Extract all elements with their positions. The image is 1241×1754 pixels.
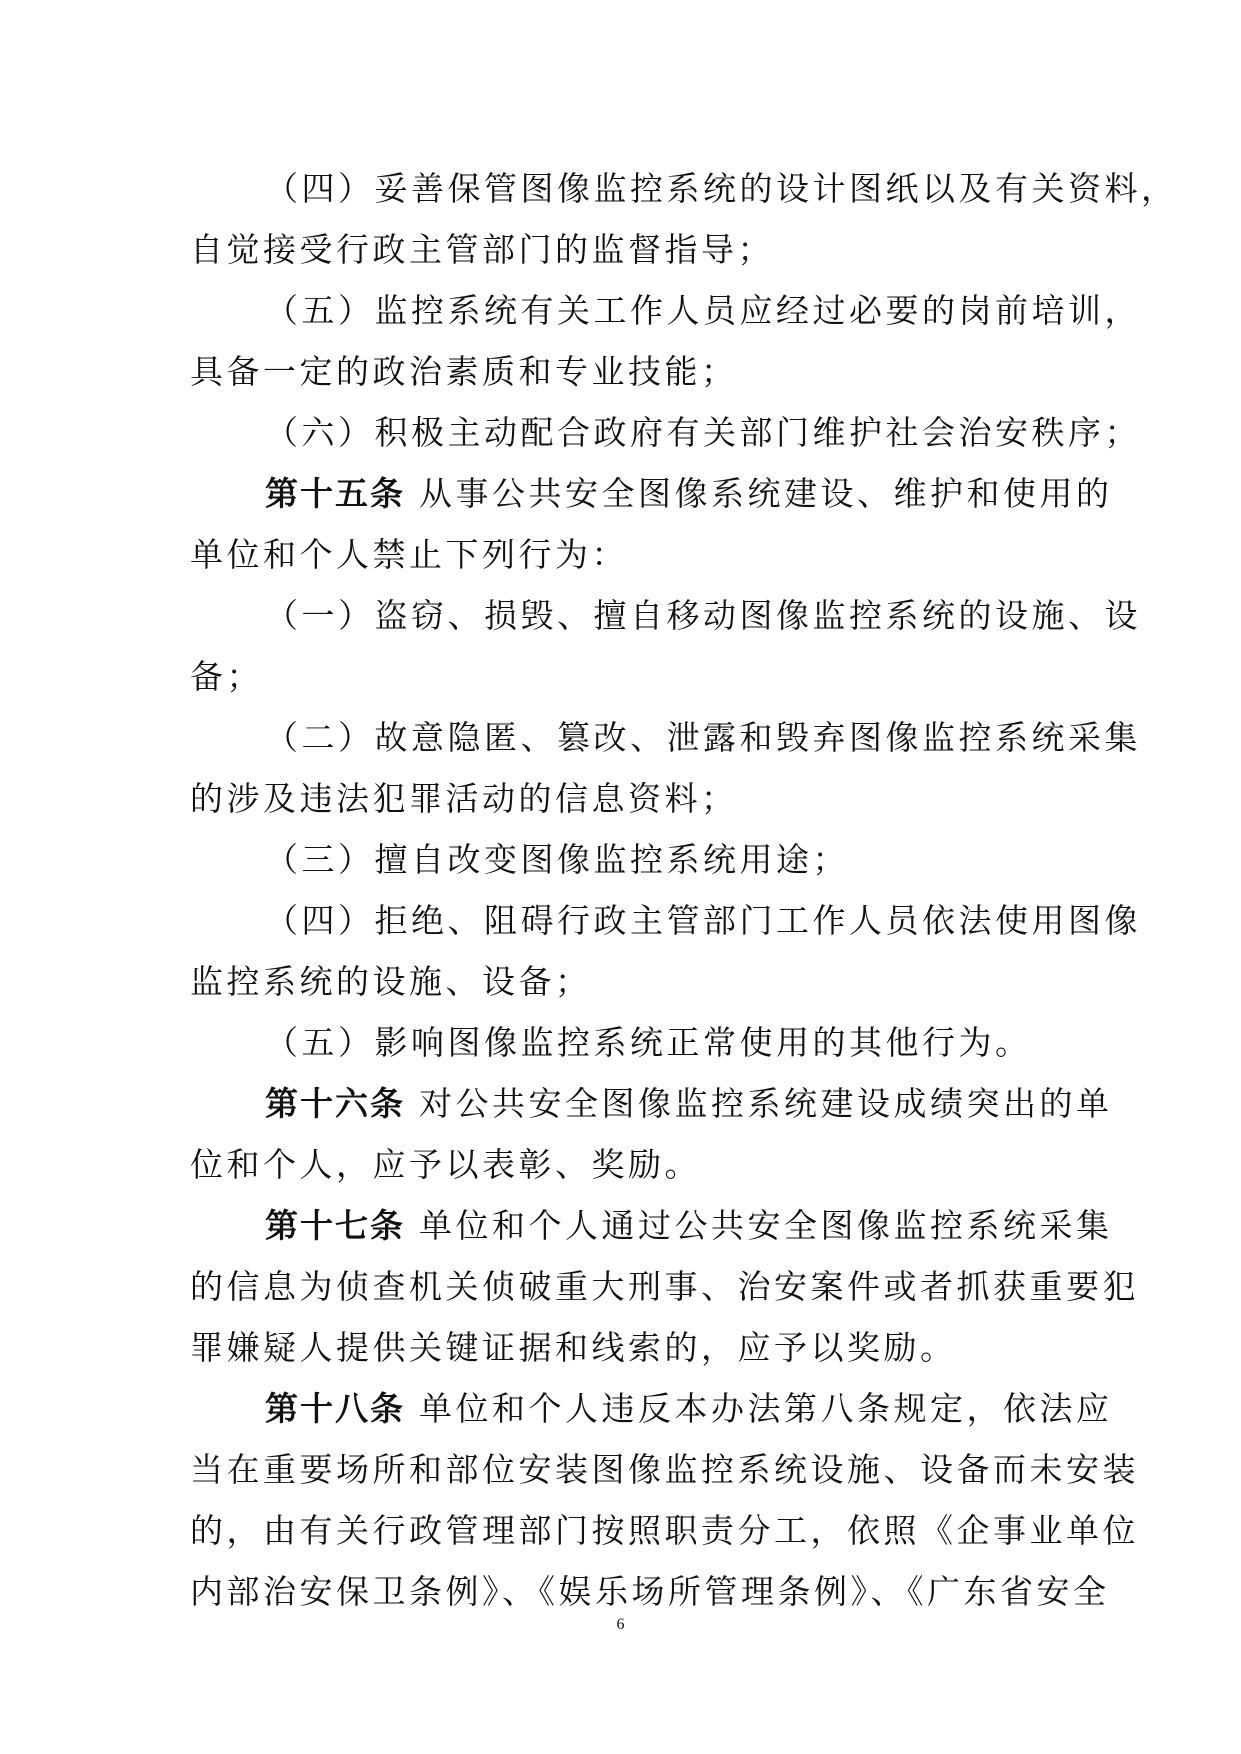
paragraph-line: （五）监控系统有关工作人员应经过必要的岗前培训， <box>265 291 1141 330</box>
paragraph-line: （五）影响图像监控系统正常使用的其他行为。 <box>265 1023 1032 1062</box>
paragraph-line: （六）积极主动配合政府有关部门维护社会治安秩序； <box>265 413 1141 452</box>
page-number: 6 <box>616 1616 625 1633</box>
paragraph-line: （四）拒绝、阻碍行政主管部门工作人员依法使用图像 <box>265 901 1141 940</box>
paragraph-line: 单位和个人禁止下列行为： <box>190 535 628 574</box>
paragraph-line: 内部治安保卫条例》、《娱乐场所管理条例》、《广东省安全 <box>190 1572 1110 1611</box>
article-heading: 第十八条 <box>265 1389 405 1428</box>
paragraph-line: 自觉接受行政主管部门的监督指导； <box>190 230 774 269</box>
article-text: 单位和个人通过公共安全图像监控系统采集 <box>419 1206 1113 1245</box>
paragraph-line: 监控系统的设施、设备； <box>190 962 592 1001</box>
paragraph-line: 具备一定的政治素质和专业技能； <box>190 352 738 391</box>
paragraph-line: 的信息为侦查机关侦破重大刑事、治安案件或者抓获重要犯 <box>190 1267 1139 1306</box>
article-16-line <box>190 1073 1113 1134</box>
article-heading: 第十六条 <box>265 1084 405 1123</box>
paragraph-line: （一）盗窃、损毁、擅自移动图像监控系统的设施、设 <box>265 596 1141 635</box>
paragraph-line: 罪嫌疑人提供关键证据和线索的，应予以奖励。 <box>190 1328 957 1367</box>
article-text: 对公共安全图像监控系统建设成绩突出的单 <box>419 1084 1113 1123</box>
article-heading: 第十五条 <box>265 474 405 513</box>
paragraph-line: 备； <box>190 657 263 696</box>
paragraph-line: （四）妥善保管图像监控系统的设计图纸以及有关资料， <box>265 169 1178 208</box>
paragraph-line: 的，由有关行政管理部门按照职责分工，依照《企事业单位 <box>190 1511 1139 1550</box>
article-17-line <box>190 1195 1113 1256</box>
article-text: 从事公共安全图像系统建设、维护和使用的 <box>419 474 1113 513</box>
article-text: 单位和个人违反本办法第八条规定，依法应 <box>419 1389 1113 1428</box>
article-18-line <box>190 1378 1113 1439</box>
paragraph-line: 当在重要场所和部位安装图像监控系统设施、设备而未安装 <box>190 1450 1139 1489</box>
article-15-line <box>190 463 1113 524</box>
paragraph-line: 位和个人，应予以表彰、奖励。 <box>190 1145 701 1184</box>
document-body <box>190 158 1178 1622</box>
paragraph-line: （三）擅自改变图像监控系统用途； <box>265 840 849 879</box>
paragraph-line: （二）故意隐匿、篡改、泄露和毁弃图像监控系统采集 <box>265 718 1141 757</box>
article-heading: 第十七条 <box>265 1206 405 1245</box>
paragraph-line: 的涉及违法犯罪活动的信息资料； <box>190 779 738 818</box>
